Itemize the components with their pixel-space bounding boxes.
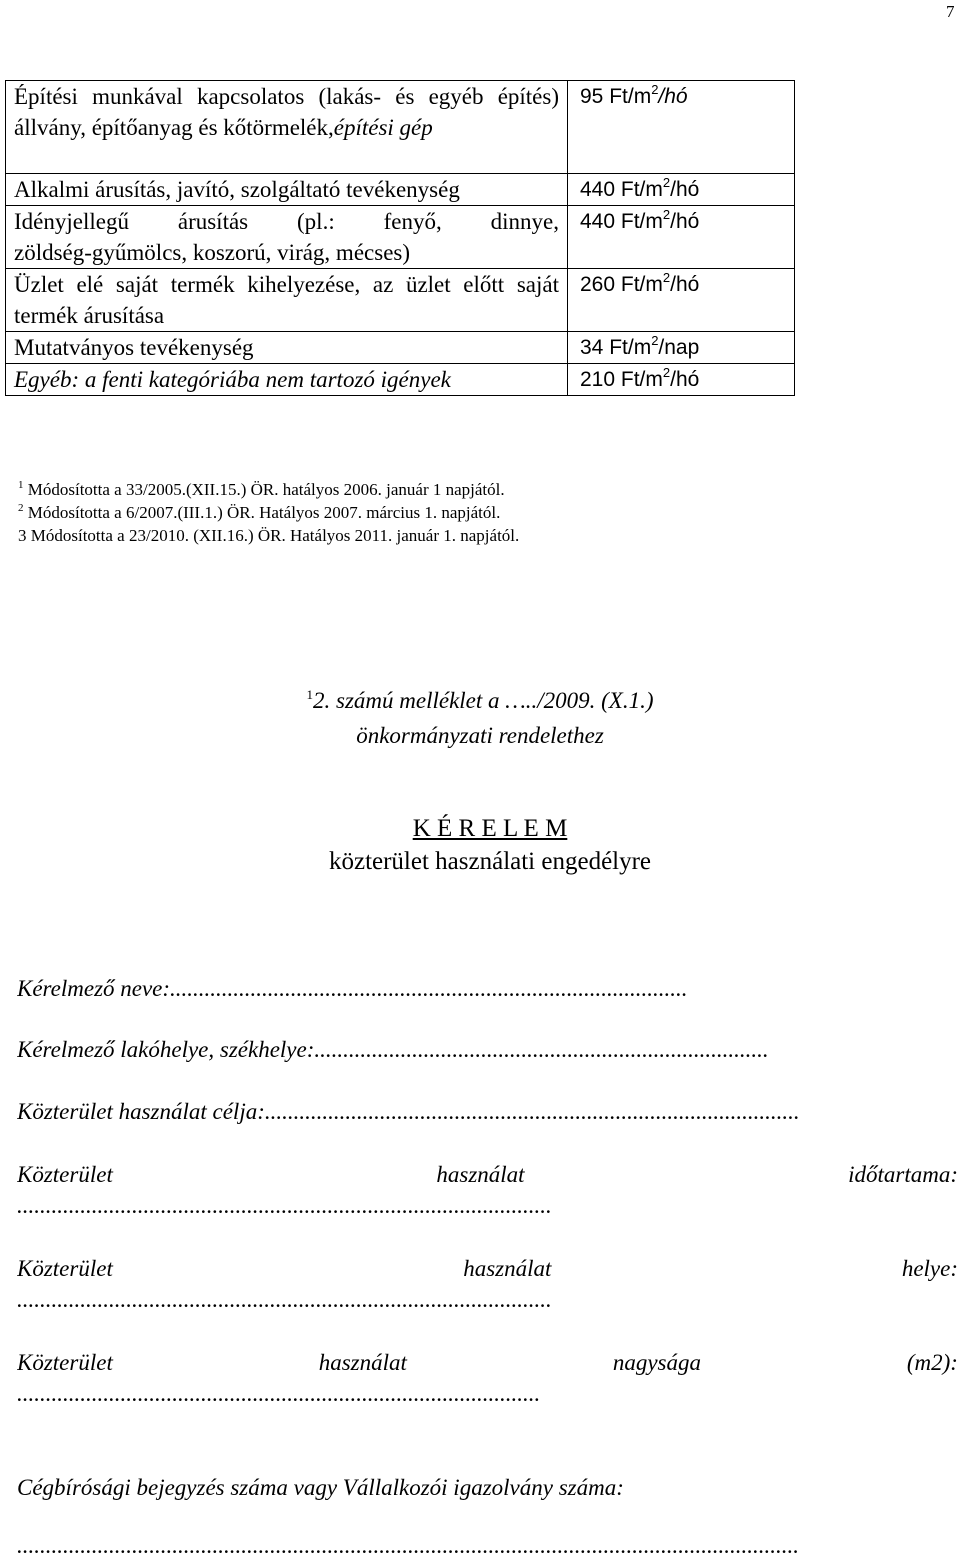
request-title: K É R E L E M [412, 815, 568, 842]
fee-price: 95 $Ft/m^2/hó$ [568, 81, 795, 174]
annex-subheading: önkormányzati rendelethez [356, 723, 604, 748]
usage-duration-field[interactable]: ............................................................................................. [17, 1193, 552, 1218]
footnote: 3 Módosította a 23/2010. (XII.16.) ÖR. Hatályos 2011. január 1. napjától. [18, 526, 520, 545]
fee-description: Idényjellegű árusítás (pl.: fenyő, dinnye, zöldség-gyűmölcs, koszorú, virág, mécses) [6, 206, 568, 269]
footnote: $^1$ Módosította a 33/2005.(XII.15.) ÖR. hatályos 2006. január 1 napjától. [18, 479, 505, 499]
applicant-name-field[interactable]: Kérelmező neve:.......................................................................................... [17, 976, 688, 1001]
usage-duration-label: Közterület használat időtartama: [17, 1162, 958, 1187]
usage-size-field[interactable]: ........................................................................................... [17, 1381, 541, 1406]
fee-price: 34 $Ft/m^2$/nap [568, 332, 795, 364]
page-number: 7 [946, 2, 955, 21]
fee-price: 210 $Ft/m^2/hó$ [568, 364, 795, 396]
fee-price: 260 $Ft/m^2/hó$ [568, 269, 795, 332]
fee-description: Üzlet elé saját termék kihelyezése, az üzlet előtt saját termék árusítása [6, 269, 568, 332]
fee-description: Egyéb: a fenti kategóriába nem tartozó igények [6, 364, 568, 396]
fee-description: Alkalmi árusítás, javító, szolgáltató tevékenység [6, 174, 568, 206]
table-row [6, 81, 795, 174]
footnotes [18, 478, 519, 547]
annex-heading: $^1$2. számú melléklet a …../2009. (X.1.) [306, 687, 654, 713]
fee-description: Építési munkával kapcsolatos (lakás- és egyéb építés) állvány, építőanyag és kőtörmelék,építési gép [6, 81, 568, 174]
fee-table [5, 80, 795, 396]
registry-number-label: Cégbírósági bejegyzés száma vagy Vállalkozói igazolvány száma: [17, 1475, 624, 1500]
applicant-residence-field[interactable]: Kérelmező lakóhelye, székhelye:............................................................................... [17, 1037, 769, 1062]
fee-price: 440 $Ft/m^2/hó$ [568, 174, 795, 206]
table-row [6, 206, 795, 269]
usage-size-label: Közterület használat nagysága (m2): [17, 1350, 958, 1375]
table-row [6, 269, 795, 332]
table-row [6, 174, 795, 206]
usage-purpose-field[interactable]: Közterület használat célja:............................................................................................. [17, 1099, 800, 1124]
table-row [6, 364, 795, 396]
usage-location-field[interactable]: ............................................................................................. [17, 1287, 552, 1312]
request-subtitle: közterület használati engedélyre [328, 848, 652, 875]
fee-price: 440 $Ft/m^2/hó$ [568, 206, 795, 269]
usage-location-label: Közterület használat helye: [17, 1256, 958, 1281]
footnote: $^2$ Módosította a 6/2007.(III.1.) ÖR. Hatályos 2007. március 1. napjától. [18, 502, 501, 522]
registry-number-field[interactable]: ........................................................................................................................................ [17, 1533, 799, 1558]
table-row [6, 332, 795, 364]
fee-description: Mutatványos tevékenység [6, 332, 568, 364]
